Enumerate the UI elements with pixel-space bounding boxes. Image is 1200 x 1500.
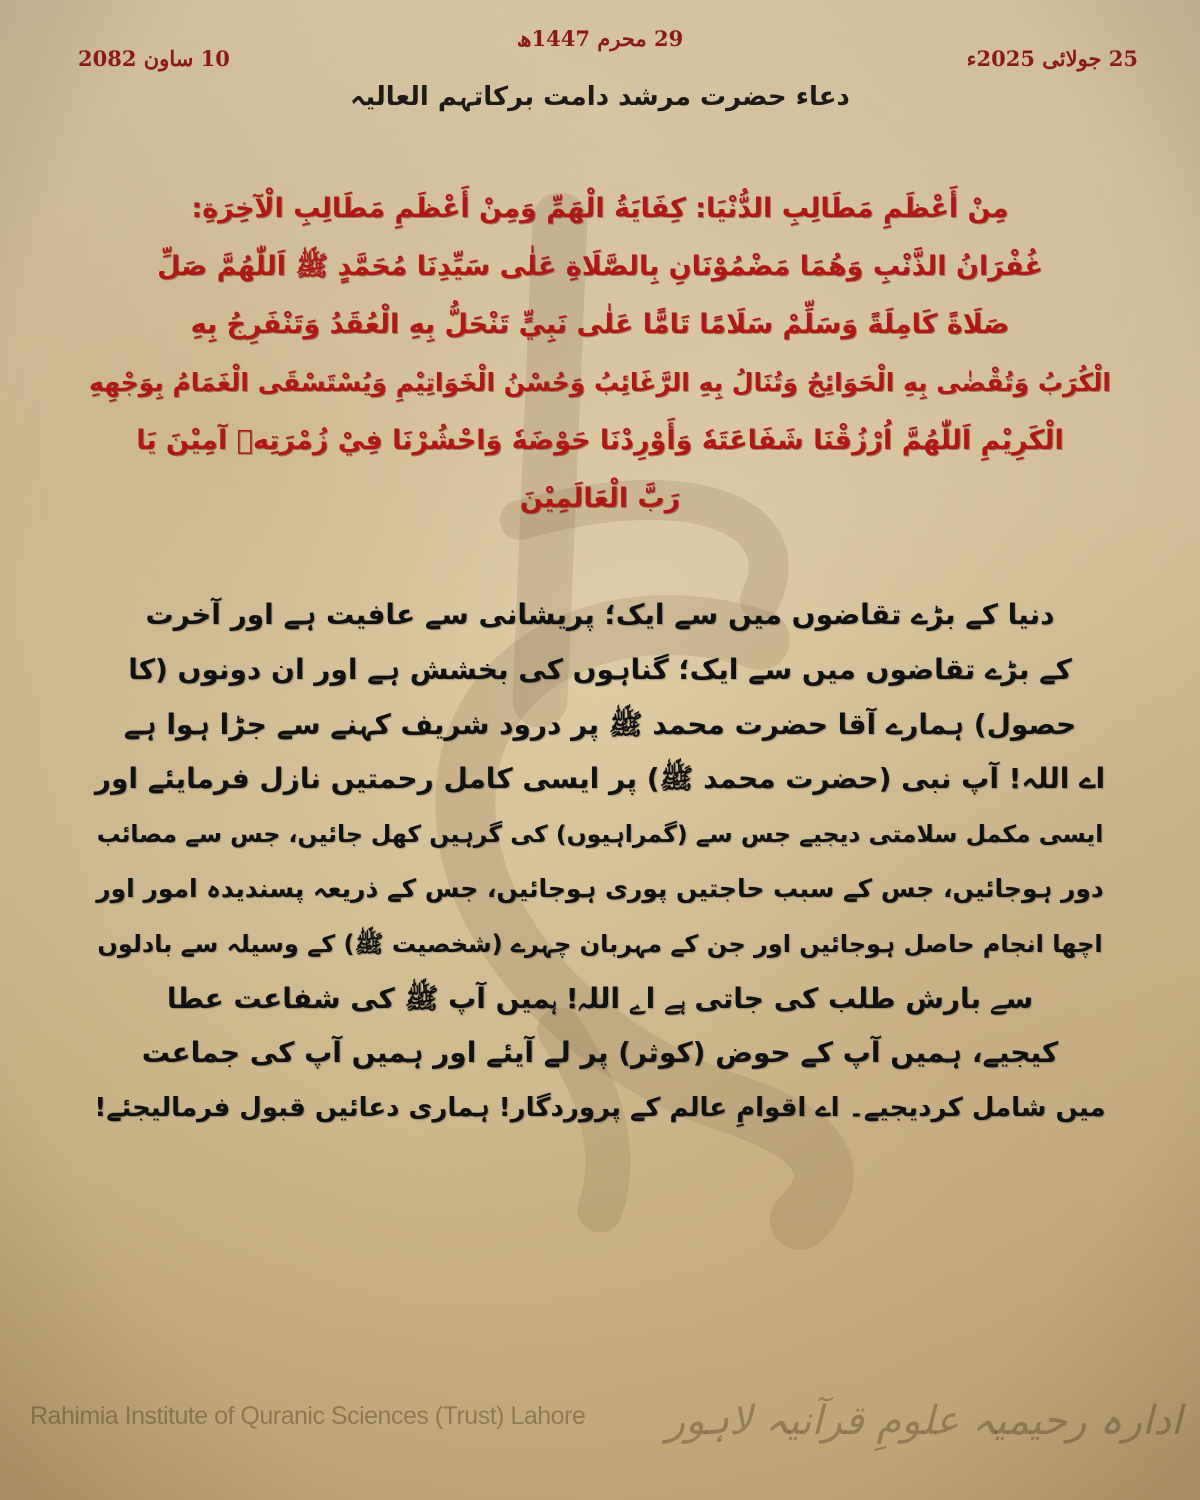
urdu-line: اے اللہ! آپ نبی (حضرت محمد ﷺ) پر ایسی کامل رحمتیں نازل فرمایئے اور	[94, 762, 1106, 796]
urdu-line: اچھا انجام حاصل ہوجائیں اور جن کے مہربان چہرے (شخصیت ﷺ) کے وسیلہ سے بادلوں	[97, 929, 1103, 958]
institute-name-urdu-logo: ادارہ رحیمیہ علومِ قرآنیہ لاہور	[665, 1398, 1182, 1444]
urdu-line: حصول) ہمارے آقا حضرت محمد ﷺ پر درود شریف کہنے سے جڑا ہوا ہے	[123, 707, 1077, 741]
institute-name-english: Rahimia Institute of Quranic Sciences (Trust) Lahore	[30, 1402, 586, 1430]
arabic-line: غُفْرَانُ الذَّنْبِ وَهُمَا مَضْمُوْنَانِ بِالصَّلَاةِ عَلٰى سَيِّدِنَا مُحَمَّدٍ ﷺ اَللّٰهُمَّ صَلِّ	[157, 251, 1043, 282]
page-title: دعاء حضرت مرشد دامت برکاتہم العالیہ	[350, 82, 850, 112]
urdu-line: سے بارش طلب کی جاتی ہے اے اللہ! ہمیں آپ ﷺ کی شفاعت عطا	[166, 981, 1034, 1015]
urdu-line: کے بڑے تقاضوں میں سے ایک؛ گناہوں کی بخشش ہے اور ان دونوں (کا	[128, 652, 1072, 686]
arabic-prayer	[80, 180, 1120, 528]
gregorian-date: 25 جولائی 2025ء	[966, 46, 1138, 71]
arabic-line: الْكُرَبُ وَتُقْضٰى بِهِ الْحَوَائِجُ وَتُنَالُ بِهِ الرَّغَائِبُ وَحُسْنُ الْخَوَاتِيْمِ وَيُسْتَسْقَى الْغَمَامُ بِوَجْهِهِ	[89, 368, 1111, 397]
bikrami-date: 10 ساون 2082	[78, 46, 230, 71]
arabic-line: رَبَّ الْعَالَمِيْنَ	[519, 483, 681, 514]
arabic-line: مِنْ أَعْظَمِ مَطَالِبِ الدُّنْيَا: كِفَايَةُ الْهَمِّ وَمِنْ أَعْظَمِ مَطَالِبِ الْآخِرَةِ:	[191, 193, 1009, 224]
urdu-line: دنیا کے بڑے تقاضوں میں سے ایک؛ پریشانی سے عافیت ہے اور آخرت	[145, 598, 1055, 631]
urdu-line: کیجیے، ہمیں آپ کے حوض (کوثر) پر لے آیئے اور ہمیں آپ کی جماعت	[141, 1036, 1059, 1070]
urdu-line: ایسی مکمل سلامتی دیجیے جس سے (گمراہیوں) کی گرہیں کھل جائیں، جس سے مصائب	[96, 820, 1104, 849]
urdu-translation	[90, 588, 1110, 1136]
arabic-line: صَلَاةً كَامِلَةً وَسَلِّمْ سَلَامًا تَامًّا عَلٰى نَبِيٍّ تَنْحَلُّ بِهِ الْعُقَدُ وَتَنْفَرِجُ بِهِ	[190, 309, 1010, 340]
urdu-line: میں شامل کردیجیے۔ اے اقوامِ عالم کے پروردگار! ہماری دعائیں قبول فرمالیجئے!	[94, 1093, 1106, 1124]
hijri-date: 29 محرم 1447ھ	[516, 26, 684, 51]
arabic-line: الْكَرِيْمِ اَللّٰهُمَّ اُرْزُقْنَا شَفَاعَتَهٗ وَأَوْرِدْنَا حَوْضَهٗ وَاحْشُرْنَا فِيْ زُمْرَتِهٖ آمِيْنَ يَا	[136, 425, 1064, 456]
urdu-line: دور ہوجائیں، جس کے سبب حاجتیں پوری ہوجائیں، جس کے ذریعہ پسندیدہ امور اور	[96, 873, 1104, 903]
